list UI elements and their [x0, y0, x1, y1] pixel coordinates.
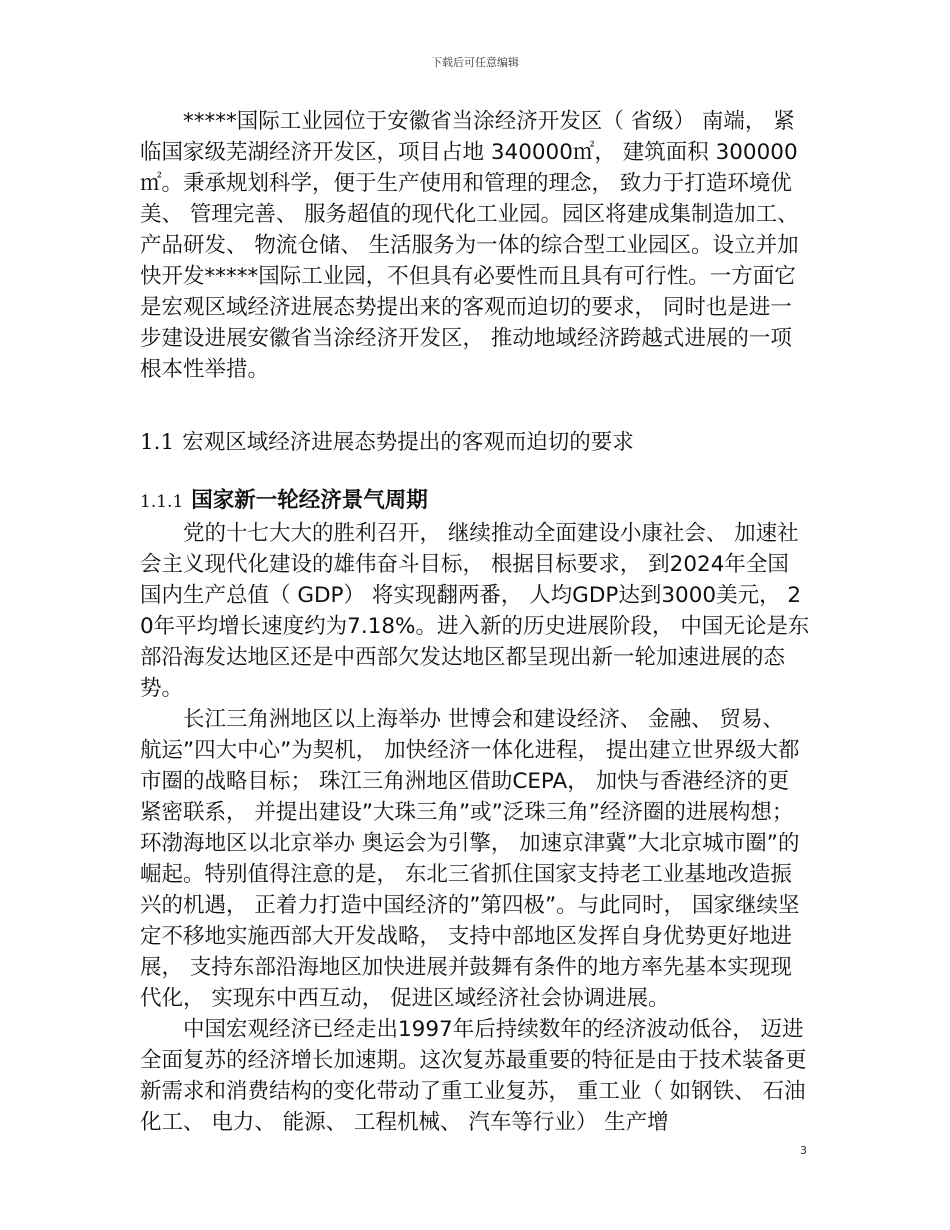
document-body [140, 106, 810, 1138]
page-header-note: 下载后可任意编辑 [431, 56, 519, 69]
body-paragraph-3: 中国宏观经济已经走出1997年后持续数年的经济波动低谷， 迈进全面复苏的经济增长加速期。这次复苏最重要的特征是由于技术装备更新需求和消费结构的变化带动了重工业复苏， 重工业（ 如钢铁、 石油化工、 电力、 能源、 工程机械、 汽车等行业） 生产增 [140, 1017, 807, 1135]
section-heading-1-1 [140, 427, 810, 458]
subsection-heading-1-1-1 [140, 485, 810, 518]
section-title: 宏观区域经济进展态势提出的客观而迫切的要求 [182, 430, 634, 455]
intro-paragraph: *****国际工业园位于安徽省当涂经济开发区（ 省级） 南端， 紧临国家级芜湖经济开发区，项目占地 340000㎡， 建筑面积 300000㎡。秉承规划科学，便于生产使用和管理的理念， 致力于打造环境优美、 管理完善、 服务超值的现代化工业园。园区将建成集制造加工、 产品研发、 物流仓储、 生活服务为一体的综合型工业园区。设立并加快开发*****国际工业园，不但具有必要性而且具有可行性。一方面它是宏观区域经济进展态势提出来的客观而迫切的要求， 同时也是进一步建设进展安徽省当涂经济开发区， 推动地域经济跨越式进展的一项根本性举措。 [140, 109, 799, 382]
subsection-title: 国家新一轮经济景气周期 [191, 488, 428, 513]
body-paragraph-1: 党的十七大大的胜利召开， 继续推动全面建设小康社会、 加速社会主义现代化建设的雄伟奋斗目标， 根据目标要求， 到2024年全国国内生产总值（ GDP） 将实现翻两番， 人均GDP达到3000美元， 20年平均增长速度约为7.18%。进入新的历史进展阶段， 中国无论是东部沿海发达地区还是中西部欠发达地区都呈现出新一轮加速进展的态势。 [140, 521, 810, 701]
section-number: 1.1 [140, 430, 175, 455]
body-paragraph-2: 长江三角洲地区以上海举办 世博会和建设经济、 金融、 贸易、 航运”四大中心”为契机， 加快经济一体化进程， 提出建立世界级大都市圈的战略目标； 珠江三角洲地区借助CEPA， 加快与香港经济的更紧密联系， 并提出建设”大珠三角”或”泛珠三角”经济圈的进展构想； 环渤海地区以北京举办 奥运会为引擎， 加速京津冀”大北京城市圈”的崛起。特别值得注意的是， 东北三省抓住国家支持老工业基地改造振兴的机遇， 正着力打造中国经济的”第四极”。与此同时， 国家继续坚定不移地实施西部大开发战略， 支持中部地区发挥自身优势更好地进展， 支持东部沿海地区加快进展并鼓舞有条件的地方率先基本实现现代化， 实现东中西互动， 促进区域经济社会协调进展。 [140, 707, 800, 1011]
page-number: 3 [800, 1144, 807, 1157]
subsection-number: 1.1.1 [140, 492, 184, 512]
